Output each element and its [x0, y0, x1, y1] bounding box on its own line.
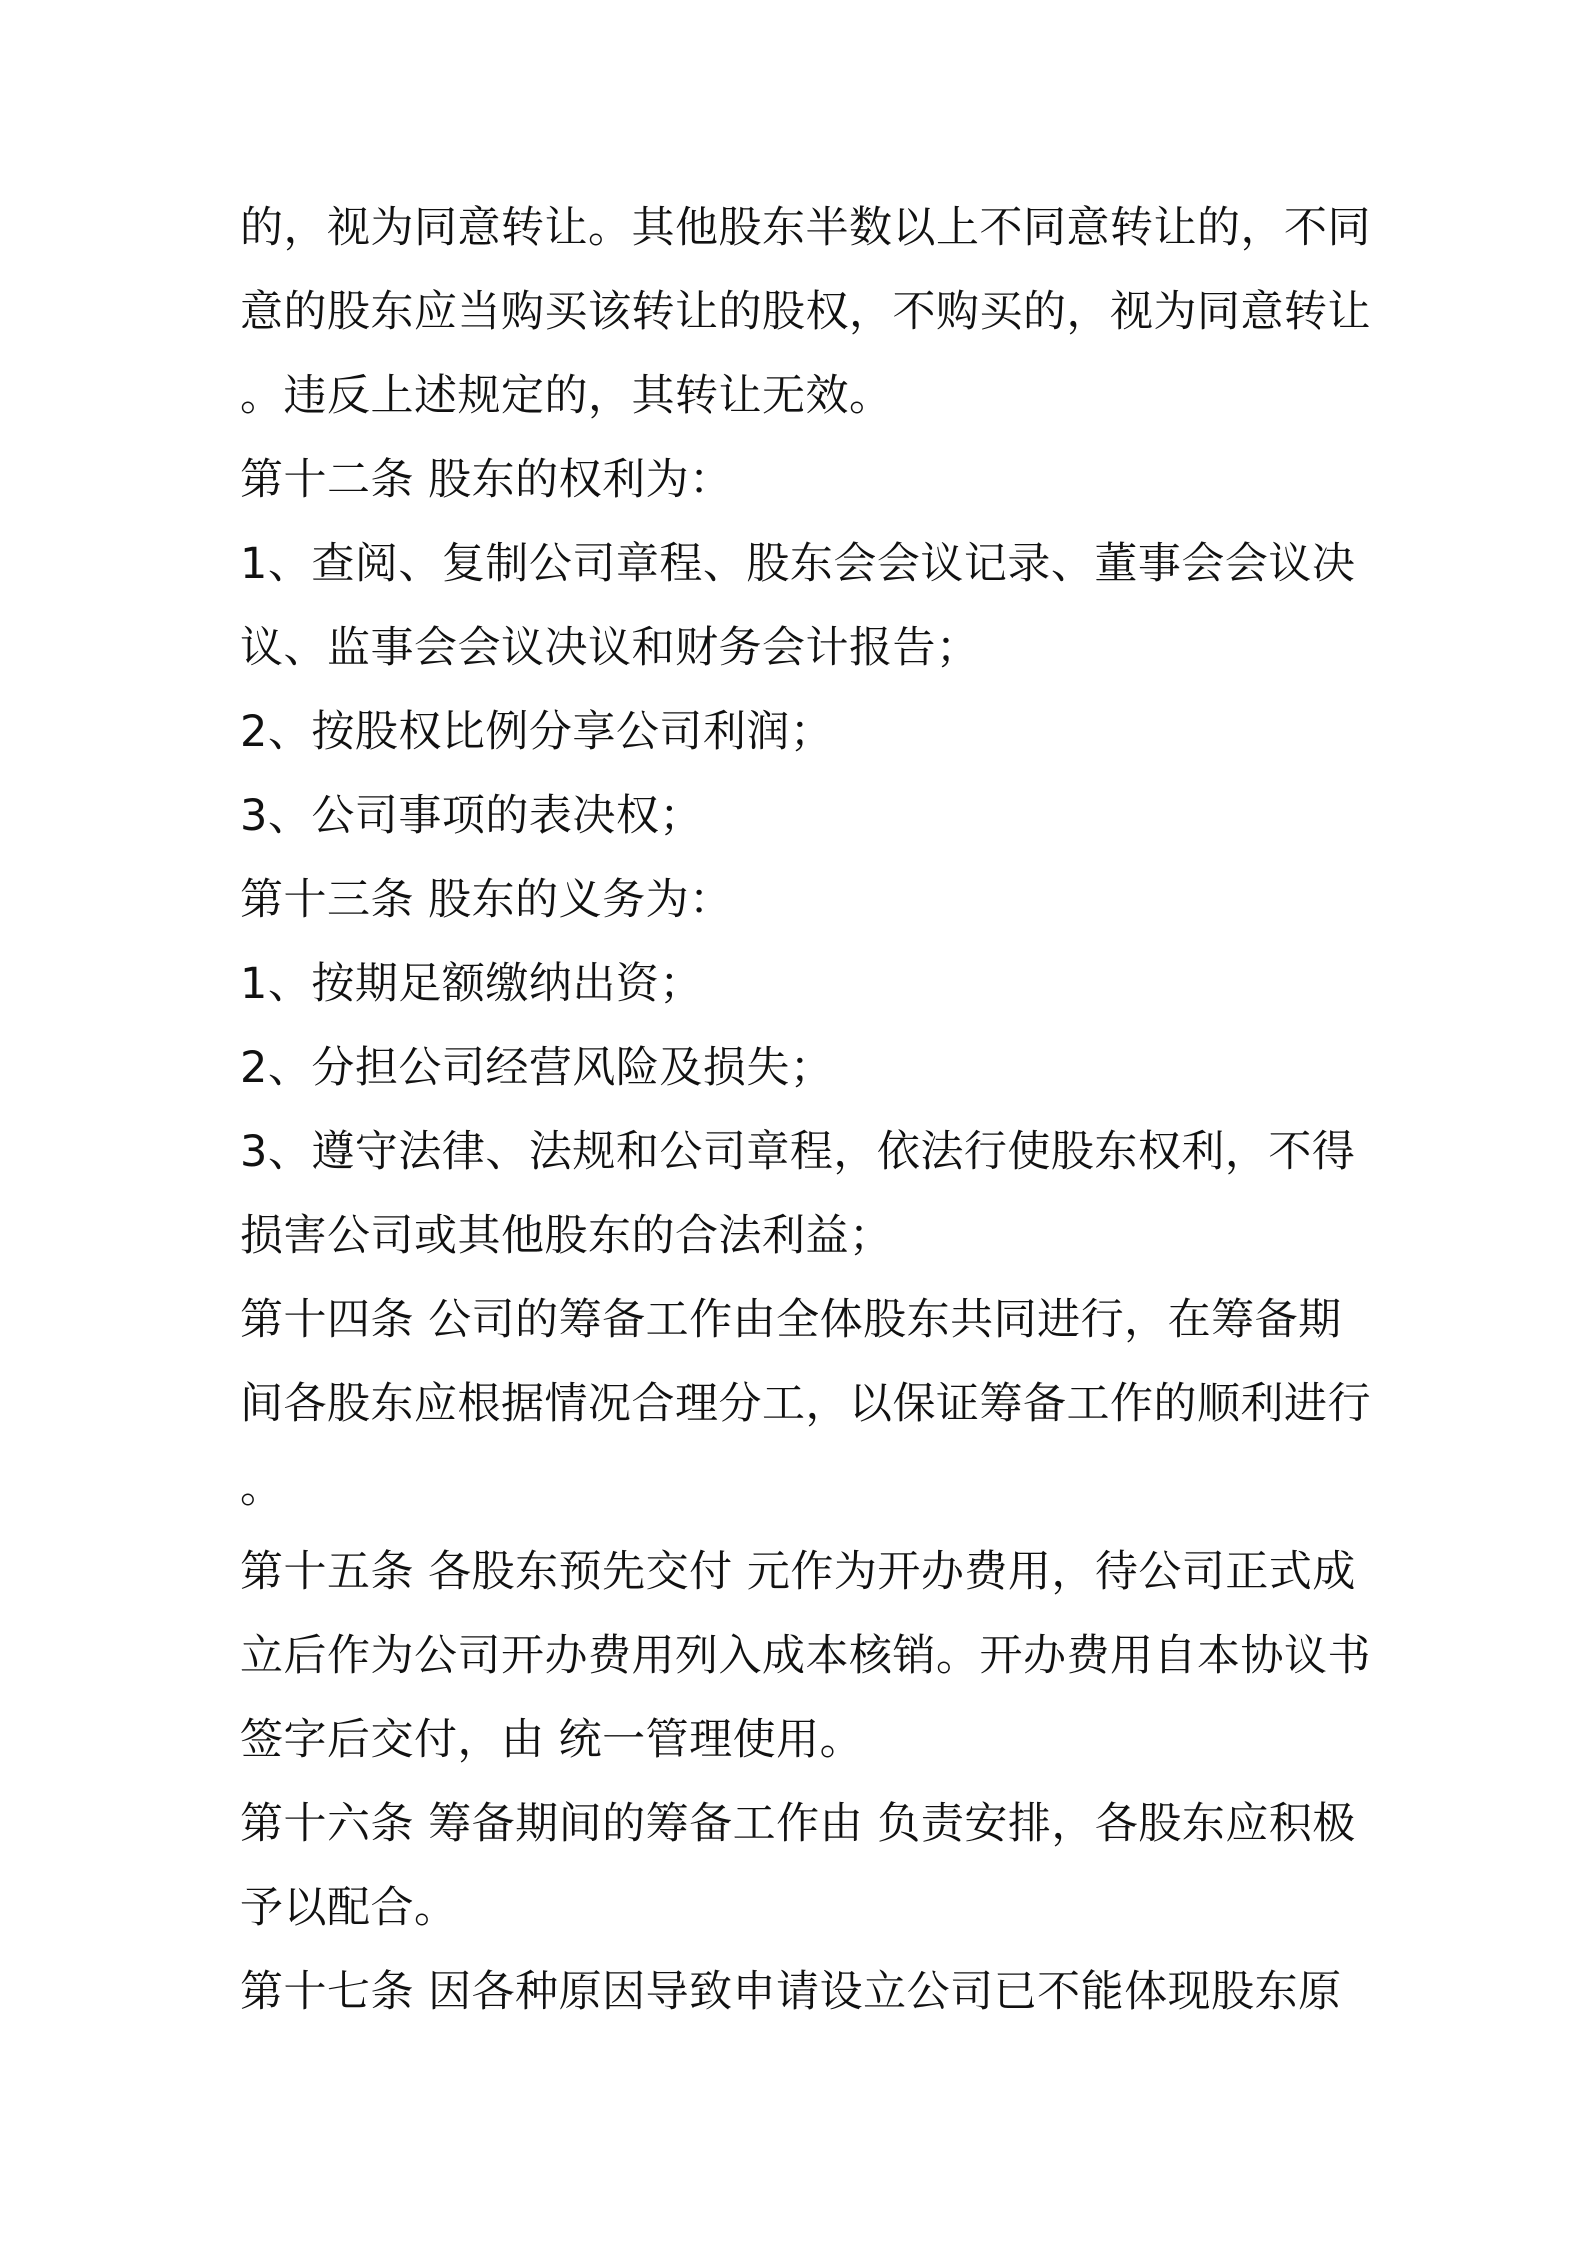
text-line: 予以配合。	[240, 1883, 458, 1933]
text-line: 损害公司或其他股东的合法利益；	[240, 1211, 893, 1261]
text-line: 签字后交付，由 统一管理使用。	[240, 1715, 864, 1765]
text-line: 。违反上述规定的，其转让无效。	[240, 371, 893, 421]
text-line: 2、按股权比例分享公司利润；	[240, 707, 834, 757]
text-line: 3、遵守法律、法规和公司章程，依法行使股东权利，不得	[240, 1127, 1356, 1177]
article-16-text: 第十六条 筹备期间的筹备工作由 负责安排，各股东应积极	[240, 1799, 1356, 1849]
article-17-text: 第十七条 因各种原因导致申请设立公司已不能体现股东原	[240, 1967, 1342, 2017]
article-14-text: 第十四条 公司的筹备工作由全体股东共同进行，在筹备期	[240, 1295, 1342, 1345]
article-15-text: 第十五条 各股东预先交付 元作为开办费用，待公司正式成	[240, 1547, 1356, 1597]
text-line: 立后作为公司开办费用列入成本核销。开办费用自本协议书	[240, 1631, 1371, 1681]
document-body	[240, 186, 1371, 2034]
text-line: 议、监事会会议决议和财务会计报告；	[240, 623, 980, 673]
article-12-heading: 第十二条 股东的权利为：	[240, 455, 733, 505]
text-line: 2、分担公司经营风险及损失；	[240, 1043, 834, 1093]
text-line: 意的股东应当购买该转让的股权，不购买的，视为同意转让	[240, 287, 1371, 337]
text-line: 3、公司事项的表决权；	[240, 791, 703, 841]
text-line: 1、查阅、复制公司章程、股东会会议记录、董事会会议决	[240, 539, 1356, 589]
text-line: 间各股东应根据情况合理分工，以保证筹备工作的顺利进行	[240, 1379, 1371, 1429]
article-13-heading: 第十三条 股东的义务为：	[240, 875, 733, 925]
text-line: 1、按期足额缴纳出资；	[240, 959, 703, 1009]
text-line: 的，视为同意转让。其他股东半数以上不同意转让的，不同	[240, 203, 1371, 253]
text-line: 。	[240, 1463, 284, 1513]
